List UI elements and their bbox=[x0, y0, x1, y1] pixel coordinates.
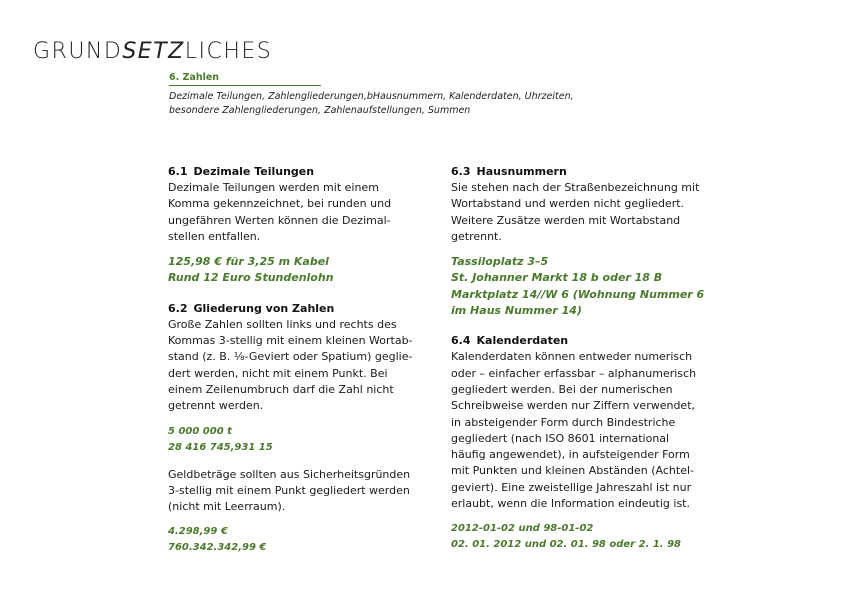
section-6-4 bbox=[451, 333, 723, 553]
example-line: St. Johanner Markt 18 b oder 18 B bbox=[451, 271, 663, 285]
body-line: Wortabstand und werden nicht gegliedert. bbox=[451, 197, 685, 211]
section-heading bbox=[451, 333, 723, 349]
title-part-1: GRUND bbox=[33, 39, 123, 64]
body-line: stand (z. B. ⅛-Geviert oder Spatium) geglie- bbox=[168, 350, 413, 364]
body-line: dert werden, nicht mit einem Punkt. Bei bbox=[168, 366, 388, 380]
body-line: einem Zeilenumbruch darf die Zahl nicht bbox=[168, 382, 394, 396]
example-line: Rund 12 Euro Stundenlohn bbox=[168, 271, 334, 285]
example-block bbox=[168, 254, 440, 287]
body-line: geviert). Eine zweistellige Jahreszahl ist nur bbox=[451, 480, 692, 494]
section-6-3 bbox=[451, 164, 723, 319]
body-line: Große Zahlen sollten links und rechts des bbox=[168, 317, 397, 331]
example-line: im Haus Nummer 14) bbox=[451, 304, 582, 318]
section-6-1 bbox=[168, 164, 440, 287]
left-column bbox=[168, 164, 440, 556]
body-line: getrennt. bbox=[451, 229, 502, 243]
title-part-3: LICHES bbox=[184, 39, 273, 64]
section-heading bbox=[168, 164, 440, 180]
example-line: 5 000 000 t bbox=[168, 425, 232, 437]
body-line: 3-stellig mit einem Punkt gegliedert werden bbox=[168, 483, 410, 497]
body-line: (nicht mit Leerraum). bbox=[168, 500, 286, 514]
body-line: Kalenderdaten können entweder numerisch bbox=[451, 350, 693, 364]
section-heading bbox=[168, 301, 440, 317]
section-title: Dezimale Teilungen bbox=[193, 165, 315, 178]
section-title: Gliederung von Zahlen bbox=[193, 301, 335, 315]
example-block bbox=[451, 521, 723, 553]
section-label: 6. Zahlen bbox=[169, 72, 321, 86]
section-body bbox=[168, 180, 440, 245]
section-title: Hausnummern bbox=[476, 165, 567, 178]
section-title: Kalenderdaten bbox=[476, 334, 569, 348]
body-line: getrennt werden. bbox=[168, 399, 264, 413]
page-title bbox=[33, 38, 272, 66]
example-line: Tassiloplatz 3–5 bbox=[451, 255, 549, 269]
body-line: in absteigender Form durch Bindestriche bbox=[451, 415, 676, 429]
example-line: Marktplatz 14//W 6 (Wohnung Nummer 6 bbox=[451, 287, 705, 301]
example-line: 02. 01. 2012 und 02. 01. 98 oder 2. 1. 98 bbox=[451, 539, 681, 551]
intro-line: besondere Zahlengliederungen, Zahlenaufstellungen, Summen bbox=[169, 104, 471, 116]
section-number: 6.2 bbox=[168, 301, 188, 315]
section-heading bbox=[451, 164, 723, 180]
example-line: 760.342.342,99 € bbox=[168, 542, 267, 554]
body-line: mit Punkten und kleinen Abständen (Achtel- bbox=[451, 464, 694, 478]
body-line: Schreibweise werden nur Ziffern verwendet, bbox=[451, 399, 696, 413]
example-line: 2012-01-02 und 98-01-02 bbox=[451, 523, 594, 535]
body-line: häufig angewendet), in aufsteigender Form bbox=[451, 448, 690, 462]
body-line: gegliedert werden. Bei der numerischen bbox=[451, 382, 673, 396]
section-number: 6.1 bbox=[168, 165, 188, 178]
example-block bbox=[168, 424, 440, 456]
body-line: Dezimale Teilungen werden mit einem bbox=[168, 181, 379, 194]
body-line: gegliedert (nach ISO 8601 international bbox=[451, 431, 670, 445]
body-line: erlaubt, wenn die Information eindeutig ist. bbox=[451, 497, 690, 511]
right-column bbox=[451, 164, 723, 553]
body-line: Komma gekennzeichnet, bei runden und bbox=[168, 197, 392, 211]
intro-text bbox=[169, 90, 609, 117]
section-6-2 bbox=[168, 301, 440, 557]
example-block bbox=[451, 254, 723, 319]
section-body bbox=[451, 349, 723, 512]
body-line: oder – einfacher erfassbar – alphanumerisch bbox=[451, 366, 697, 380]
example-line: 125,98 € für 3,25 m Kabel bbox=[168, 255, 329, 269]
intro-line: Dezimale Teilungen, Zahlengliederungen,bHausnummern, Kalenderdaten, Uhrzeiten, bbox=[169, 91, 574, 102]
body-line: ungefähren Werten können die Dezimal- bbox=[168, 213, 391, 227]
body-line: stellen entfallen. bbox=[168, 229, 261, 243]
body-line: Sie stehen nach der Straßenbezeichnung mit bbox=[451, 181, 700, 194]
example-line: 28 416 745,931 15 bbox=[168, 441, 273, 453]
example-block bbox=[168, 524, 440, 556]
section-body bbox=[168, 317, 440, 415]
body-line: Geldbeträge sollten aus Sicherheitsgründen bbox=[168, 467, 411, 481]
section-body-continued bbox=[168, 467, 440, 516]
body-line: Weitere Zusätze werden mit Wortabstand bbox=[451, 213, 681, 227]
title-part-2: SETZ bbox=[122, 39, 185, 64]
section-number: 6.4 bbox=[451, 334, 471, 348]
example-line: 4.298,99 € bbox=[168, 526, 228, 538]
section-body bbox=[451, 180, 723, 245]
section-number: 6.3 bbox=[451, 165, 471, 178]
body-line: Kommas 3-stellig mit einem kleinen Wortab- bbox=[168, 334, 413, 348]
